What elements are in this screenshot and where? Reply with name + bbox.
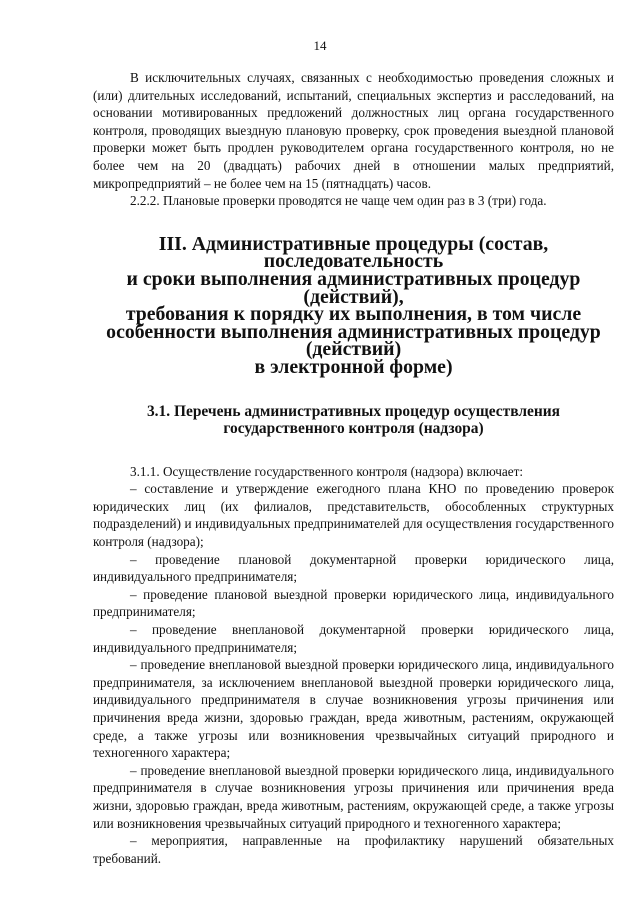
list-item: – проведение внеплановой выездной проверки юридического лица, индивидуального предпринимателя в случае возникновения угрозы причинения или причинения вреда жизни, здоровью граждан, вреда животным, растениям, окружающей среде, а также угрозы или возникновения чрезвычайных ситуаций природного и техногенного характера; — [93, 762, 614, 831]
section-heading-line: и сроки выполнения административных процедур (действий), — [126, 267, 581, 308]
procedure-list — [93, 480, 614, 867]
subsection-heading-line: 3.1. Перечень административных процедур осуществления — [146, 402, 561, 420]
section-heading-line: особенности выполнения административных процедур (действий) — [106, 320, 601, 361]
intro-paragraph: В исключительных случаях, связанных с необходимостью проведения сложных и (или) длительных исследований, испытаний, специальных экспертиз и расследований, на основании мотивированных предложений должностных лиц органа государственного контроля, проводящих выездную плановую проверку, срок проведения выездной плановой проверки может быть продлен руководителем органа государственного контроля, но не более чем на 20 (двадцать) рабочих дней в отношении малых предприятий, микропредприятий – не более чем на 15 (пятнадцать) часов. — [93, 70, 614, 191]
subsection-heading — [93, 403, 614, 438]
section-heading — [93, 232, 614, 378]
page-number: 14 — [313, 38, 327, 53]
list-item: – проведение плановой документарной проверки юридического лица, индивидуального предпринимателя; — [93, 551, 614, 585]
page-body — [93, 69, 614, 867]
list-item: – проведение внеплановой выездной проверки юридического лица, индивидуального предпринимателя, за исключением внеплановой выездной проверки юридического лица, индивидуального предпринимателя в случае возникновения угрозы причинения или причинения вреда жизни, здоровью граждан, вреда животным, растениям, окружающей среде, а также угрозы или возникновения чрезвычайных ситуаций природного и техногенного характера; — [93, 657, 614, 761]
list-item: – составление и утверждение ежегодного плана КНО по проведению проверок юридических лиц (их филиалов, представительств, обособленных структурных подразделений) и индивидуальных предпринимателей для осуществления государственного контроля (надзора); — [93, 481, 614, 550]
list-item: – проведение внеплановой документарной проверки юридического лица, индивидуального предпринимателя; — [93, 622, 614, 655]
section-heading-line: III. Административные процедуры (состав, последовательность — [158, 232, 549, 273]
subsection-heading-line: государственного контроля (надзора) — [223, 420, 484, 438]
clause-3-1-1-intro: 3.1.1. Осуществление государственного контроля (надзора) включает: — [130, 463, 524, 479]
section-heading-line: в электронной форме) — [254, 355, 453, 378]
clause-2-2-2: 2.2.2. Плановые проверки проводятся не чаще чем один раз в 3 (три) года. — [130, 193, 547, 209]
section-heading-line: требования к порядку их выполнения, в том числе — [125, 303, 582, 326]
list-item: – проведение плановой выездной проверки юридического лица, индивидуального предпринимателя; — [93, 586, 614, 620]
list-item: – мероприятия, направленные на профилактику нарушений обязательных требований. — [93, 833, 614, 866]
